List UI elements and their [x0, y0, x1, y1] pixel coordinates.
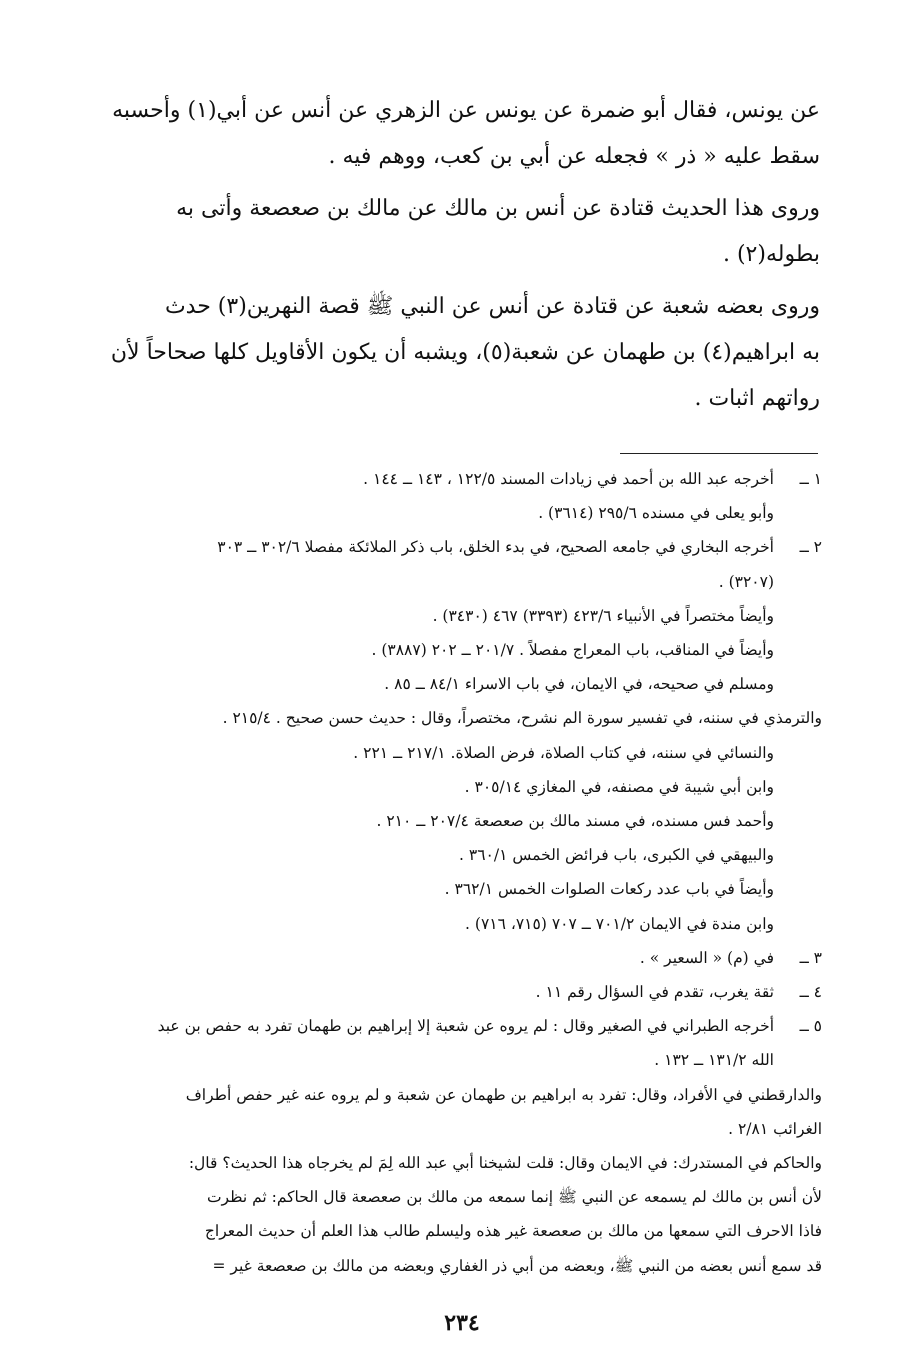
footnote-line: وأيضاً مختصراً في الأنبياء ٤٢٣/٦ (٣٣٩٣) ٤٦٧ (٣٤٣٠) . [432, 606, 774, 625]
text-line: وروى هذا الحديث قتادة عن أنس بن مالك عن مالك بن صعصعة وأتى به [176, 196, 820, 221]
footnote-line: والحاكم في المستدرك: في الايمان وقال: قلت لشيخنا أبي عبد الله لِمَ لم يخرجاه هذا الحديث؟ قال: [188, 1154, 822, 1173]
footnote-line: الغرائب ٢/٨١ . [728, 1119, 822, 1138]
footnote-line: والترمذي في سننه، في تفسير سورة الم نشرح، مختصراً، وقال : حديث حسن صحيح . ٢١٥/٤ . [222, 709, 822, 728]
footnote-line: في (م) « السعير » . [639, 948, 774, 967]
text-line: سقط عليه « ذر » فجعله عن أبي بن كعب، ووهم فيه . [328, 144, 820, 169]
footnote-line: فاذا الاحرف التي سمعها من مالك بن صعصعة غير هذه وليسلم طالب هذا العلم أن حديث المعراج [204, 1222, 822, 1241]
footnote-number: ٤ ــ [799, 983, 822, 1002]
page-number: ٢٣٤ [444, 1310, 480, 1336]
footnote-number: ٢ ــ [799, 538, 822, 557]
main-text [104, 88, 820, 428]
text-line: بطوله(٢) . [722, 242, 820, 267]
footnote-line: والدارقطني في الأفراد، وقال: تفرد به ابراهيم بن طهمان عن شعبة و لم يروه عنه غير حفص أطراف [185, 1085, 822, 1104]
footnote-line: أخرجه عبد الله بن أحمد في زيادات المسند ١٢٢/٥ ، ١٤٣ ــ ١٤٤ . [363, 470, 774, 488]
paragraph-2 [104, 186, 820, 278]
footnote-line: أخرجه البخاري في جامعه الصحيح، في بدء الخلق، باب ذكر الملائكة مفصلا ٣٠٢/٦ ــ ٣٠٣ [217, 538, 774, 557]
paragraph-1 [104, 88, 820, 180]
footnote-line: والبيهقي في الكبرى، باب فرائض الخمس ٣٦٠/١ . [459, 846, 774, 865]
text-line: وروى بعضه شعبة عن قتادة عن أنس عن النبي ﷺ قصة النهرين(٣) حدث [164, 294, 820, 319]
footnote-1 [100, 462, 822, 496]
footnote-line: وأيضاً في باب عدد ركعات الصلوات الخمس ٣٦٢/١ . [444, 880, 774, 899]
footnotes [100, 462, 822, 1283]
footnote-4 [100, 975, 822, 1009]
footnote-line: أخرجه الطبراني في الصغير وقال : لم يروه عن شعبة إلا إبراهيم بن طهمان تفرد به حفص بن عبد [157, 1017, 774, 1036]
footnote-line: والنسائي في سننه، في كتاب الصلاة، فرض الصلاة. ٢١٧/١ ــ ٢٢١ . [353, 743, 774, 762]
footnote-line: وابن أبي شيبة في مصنفه، في المغازي ٣٠٥/١٤ . [464, 777, 774, 796]
footnote-2 [100, 530, 822, 598]
footnote-number: ٣ ــ [799, 948, 822, 967]
footnote-line: (٣٢٠٧) . [718, 572, 774, 591]
footnote-separator [620, 453, 818, 454]
footnote-line: وابن مندة في الايمان ٧٠١/٢ ــ ٧٠٧ (٧١٥، ٧١٦) . [465, 914, 774, 933]
footnote-number: ١ ــ [799, 470, 822, 488]
footnote-line: ثقة يغرب، تقدم في السؤال رقم ١١ . [535, 983, 774, 1002]
footnote-line: قد سمع أنس بعضه من النبي ﷺ، وبعضه من أبي ذر الغفاري وبعضه من مالك بن صعصعة غير = [212, 1256, 822, 1275]
paragraph-3 [104, 284, 820, 422]
footnote-3 [100, 941, 822, 975]
text-line: عن يونس، فقال أبو ضمرة عن يونس عن الزهري عن أنس عن أبي(١) وأحسبه [112, 98, 820, 123]
footnote-line: وأيضاً في المناقب، باب المعراج مفصلاً . ٢٠١/٧ ــ ٢٠٢ (٣٨٨٧) . [371, 641, 774, 660]
footnote-line: لأن أنس بن مالك لم يسمعه عن النبي ﷺ إنما سمعه من مالك بن صعصعة قال الحاكم: ثم نظرت [206, 1188, 822, 1207]
text-line: به ابراهيم(٤) بن طهمان عن شعبة(٥)، ويشبه أن يكون الأقاويل كلها صحاحاً لأن [110, 340, 820, 365]
footnote-line: وأحمد فس مسنده، في مسند مالك بن صعصعة ٢٠٧/٤ ــ ٢١٠ . [376, 812, 774, 831]
footnote-number: ٥ ــ [799, 1017, 822, 1036]
footnote-line: ومسلم في صحيحه، في الايمان، في باب الاسراء ٨٤/١ ــ ٨٥ . [384, 675, 774, 694]
footnote-line: الله ١٣١/٢ ــ ١٣٢ . [654, 1051, 774, 1070]
footnote-5 [100, 1009, 822, 1077]
footnote-line: وأبو يعلى في مسنده ٢٩٥/٦ (٣٦١٤) . [538, 504, 774, 523]
text-line: رواتهم اثبات . [694, 386, 820, 411]
